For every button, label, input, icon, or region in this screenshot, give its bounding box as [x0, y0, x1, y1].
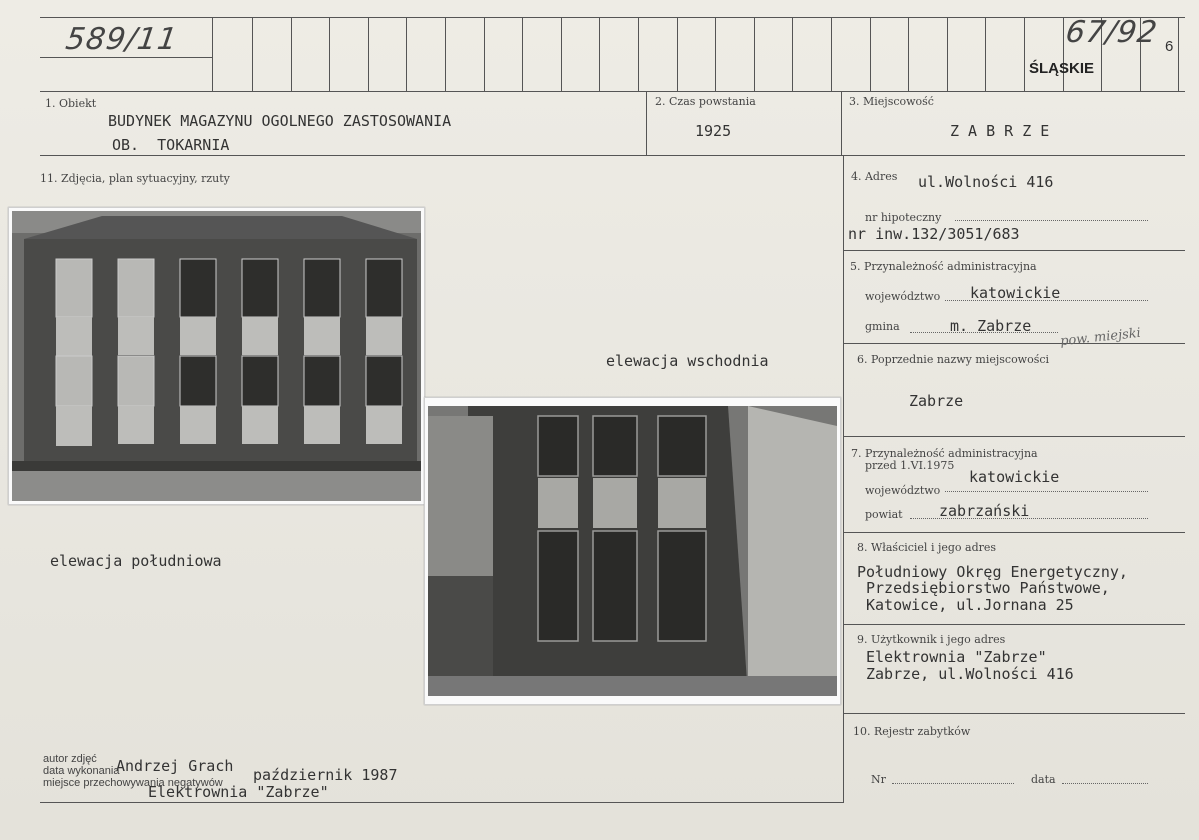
admin-old-powiat-label: powiat [865, 508, 903, 521]
grid-column-divider [1063, 17, 1064, 91]
admin-old-powiat-dots [910, 518, 1148, 519]
admin-old-voiv: katowickie [969, 468, 1060, 486]
object-label: 1. Obiekt [45, 97, 97, 110]
ref-underline [40, 57, 212, 58]
grid-column-divider [754, 17, 755, 91]
admin-gmina-dots [910, 332, 1058, 333]
page-number: 6 [1165, 38, 1174, 55]
grid-column-divider [445, 17, 446, 91]
row1-bottom [40, 155, 1185, 156]
registry-date-dots [1062, 783, 1148, 784]
right-hline-4 [843, 532, 1185, 533]
caption-east: elewacja wschodnia [606, 352, 769, 370]
grid-column-divider [599, 17, 600, 91]
vdiv-created [841, 91, 842, 155]
date-value: październik 1987 [253, 766, 398, 784]
photo-east-elevation [424, 397, 841, 705]
admin-voiv-dots [945, 300, 1148, 301]
registry-label: 10. Rejestr zabytków [853, 725, 971, 738]
grid-column-divider [484, 17, 485, 91]
right-column-border [843, 155, 844, 803]
user-line2: Zabrze, ul.Wolności 416 [866, 665, 1074, 683]
hyp-label: nr hipoteczny [865, 211, 942, 224]
former-value: Zabrze [909, 392, 964, 410]
right-hline-1 [843, 250, 1185, 251]
grid-column-divider [985, 17, 986, 91]
grid-column-divider [1024, 17, 1025, 91]
card-number: 67/92 [1063, 15, 1160, 50]
right-hline-3 [843, 436, 1185, 437]
grid-column-divider [677, 17, 678, 91]
owner-line1: Południowy Okręg Energetyczny, [857, 563, 1128, 581]
grid-column-divider [870, 17, 871, 91]
admin-voiv: katowickie [970, 284, 1061, 302]
left-bottom-border [40, 802, 843, 803]
place-value: Z A B R Z E [950, 122, 1050, 140]
owner-label: 8. Właściciel i jego adres [857, 541, 997, 554]
address-value: ul.Wolności 416 [918, 173, 1054, 191]
registry-nr-label: Nr [871, 773, 886, 786]
admin-gmina-note: pow. miejski [1059, 325, 1142, 350]
grid-column-divider [522, 17, 523, 91]
inventory-value: nr inw.132/3051/683 [848, 225, 1020, 243]
registry-nr-dots [892, 783, 1014, 784]
grid-column-divider [638, 17, 639, 91]
vdiv-object [646, 91, 647, 155]
photo-south-elevation [8, 207, 425, 505]
admin-gmina-label: gmina [865, 320, 900, 333]
admin-old-voiv-label: województwo [865, 484, 941, 497]
hyp-dots [955, 220, 1148, 221]
grid-column-divider [908, 17, 909, 91]
object-line2: OB. TOKARNIA [112, 136, 230, 154]
admin-voiv-label: województwo [865, 290, 941, 303]
admin-old-label2: przed 1.VI.1975 [865, 459, 955, 472]
admin-gmina: m. Zabrze [950, 317, 1032, 335]
date-label: data wykonania [43, 765, 120, 777]
address-label: 4. Adres [851, 170, 898, 183]
grid-column-divider [212, 17, 213, 91]
user-line1: Elektrownia "Zabrze" [866, 648, 1047, 666]
created-value: 1925 [695, 122, 732, 140]
grid-column-divider [561, 17, 562, 91]
grid-column-divider [792, 17, 793, 91]
owner-line3: Katowice, ul.Jornana 25 [866, 596, 1074, 614]
storage-value: Elektrownia "Zabrze" [148, 783, 329, 801]
grid-column-divider [252, 17, 253, 91]
user-label: 9. Użytkownik i jego adres [857, 633, 1006, 646]
grid-column-divider [291, 17, 292, 91]
registry-date-label: data [1031, 773, 1056, 786]
right-hline-6 [843, 713, 1185, 714]
right-hline-2 [843, 343, 1185, 344]
grid-column-divider [831, 17, 832, 91]
grid-column-divider [406, 17, 407, 91]
admin-label: 5. Przynależność administracyjna [850, 260, 1037, 273]
created-label: 2. Czas powstania [655, 95, 756, 108]
admin-old-voiv-dots [945, 491, 1148, 492]
caption-south: elewacja południowa [50, 552, 222, 570]
storage-label: miejsce przechowywania negatywów [43, 777, 223, 789]
region-label: ŚLĄSKIE [1029, 60, 1095, 77]
grid-column-divider [1178, 17, 1179, 91]
owner-line2: Przedsiębiorstwo Państwowe, [866, 579, 1110, 597]
grid-column-divider [368, 17, 369, 91]
grid-column-divider [329, 17, 330, 91]
place-label: 3. Miejscowość [849, 95, 934, 108]
author-value: Andrzej Grach [116, 757, 234, 775]
grid-column-divider [947, 17, 948, 91]
top-bottom-border [40, 91, 1185, 92]
admin-old-powiat: zabrzański [939, 502, 1030, 520]
object-line1: BUDYNEK MAGAZYNU OGOLNEGO ZASTOSOWANIA [108, 112, 452, 130]
ref-number: 589/11 [63, 22, 181, 57]
author-label: autor zdjęć [43, 753, 97, 765]
grid-column-divider [715, 17, 716, 91]
photos-label: 11. Zdjęcia, plan sytuacyjny, rzuty [40, 172, 230, 185]
former-label: 6. Poprzednie nazwy miejscowości [857, 353, 1050, 366]
right-hline-5 [843, 624, 1185, 625]
admin-old-label: 7. Przynależność administracyjna [851, 447, 1038, 460]
